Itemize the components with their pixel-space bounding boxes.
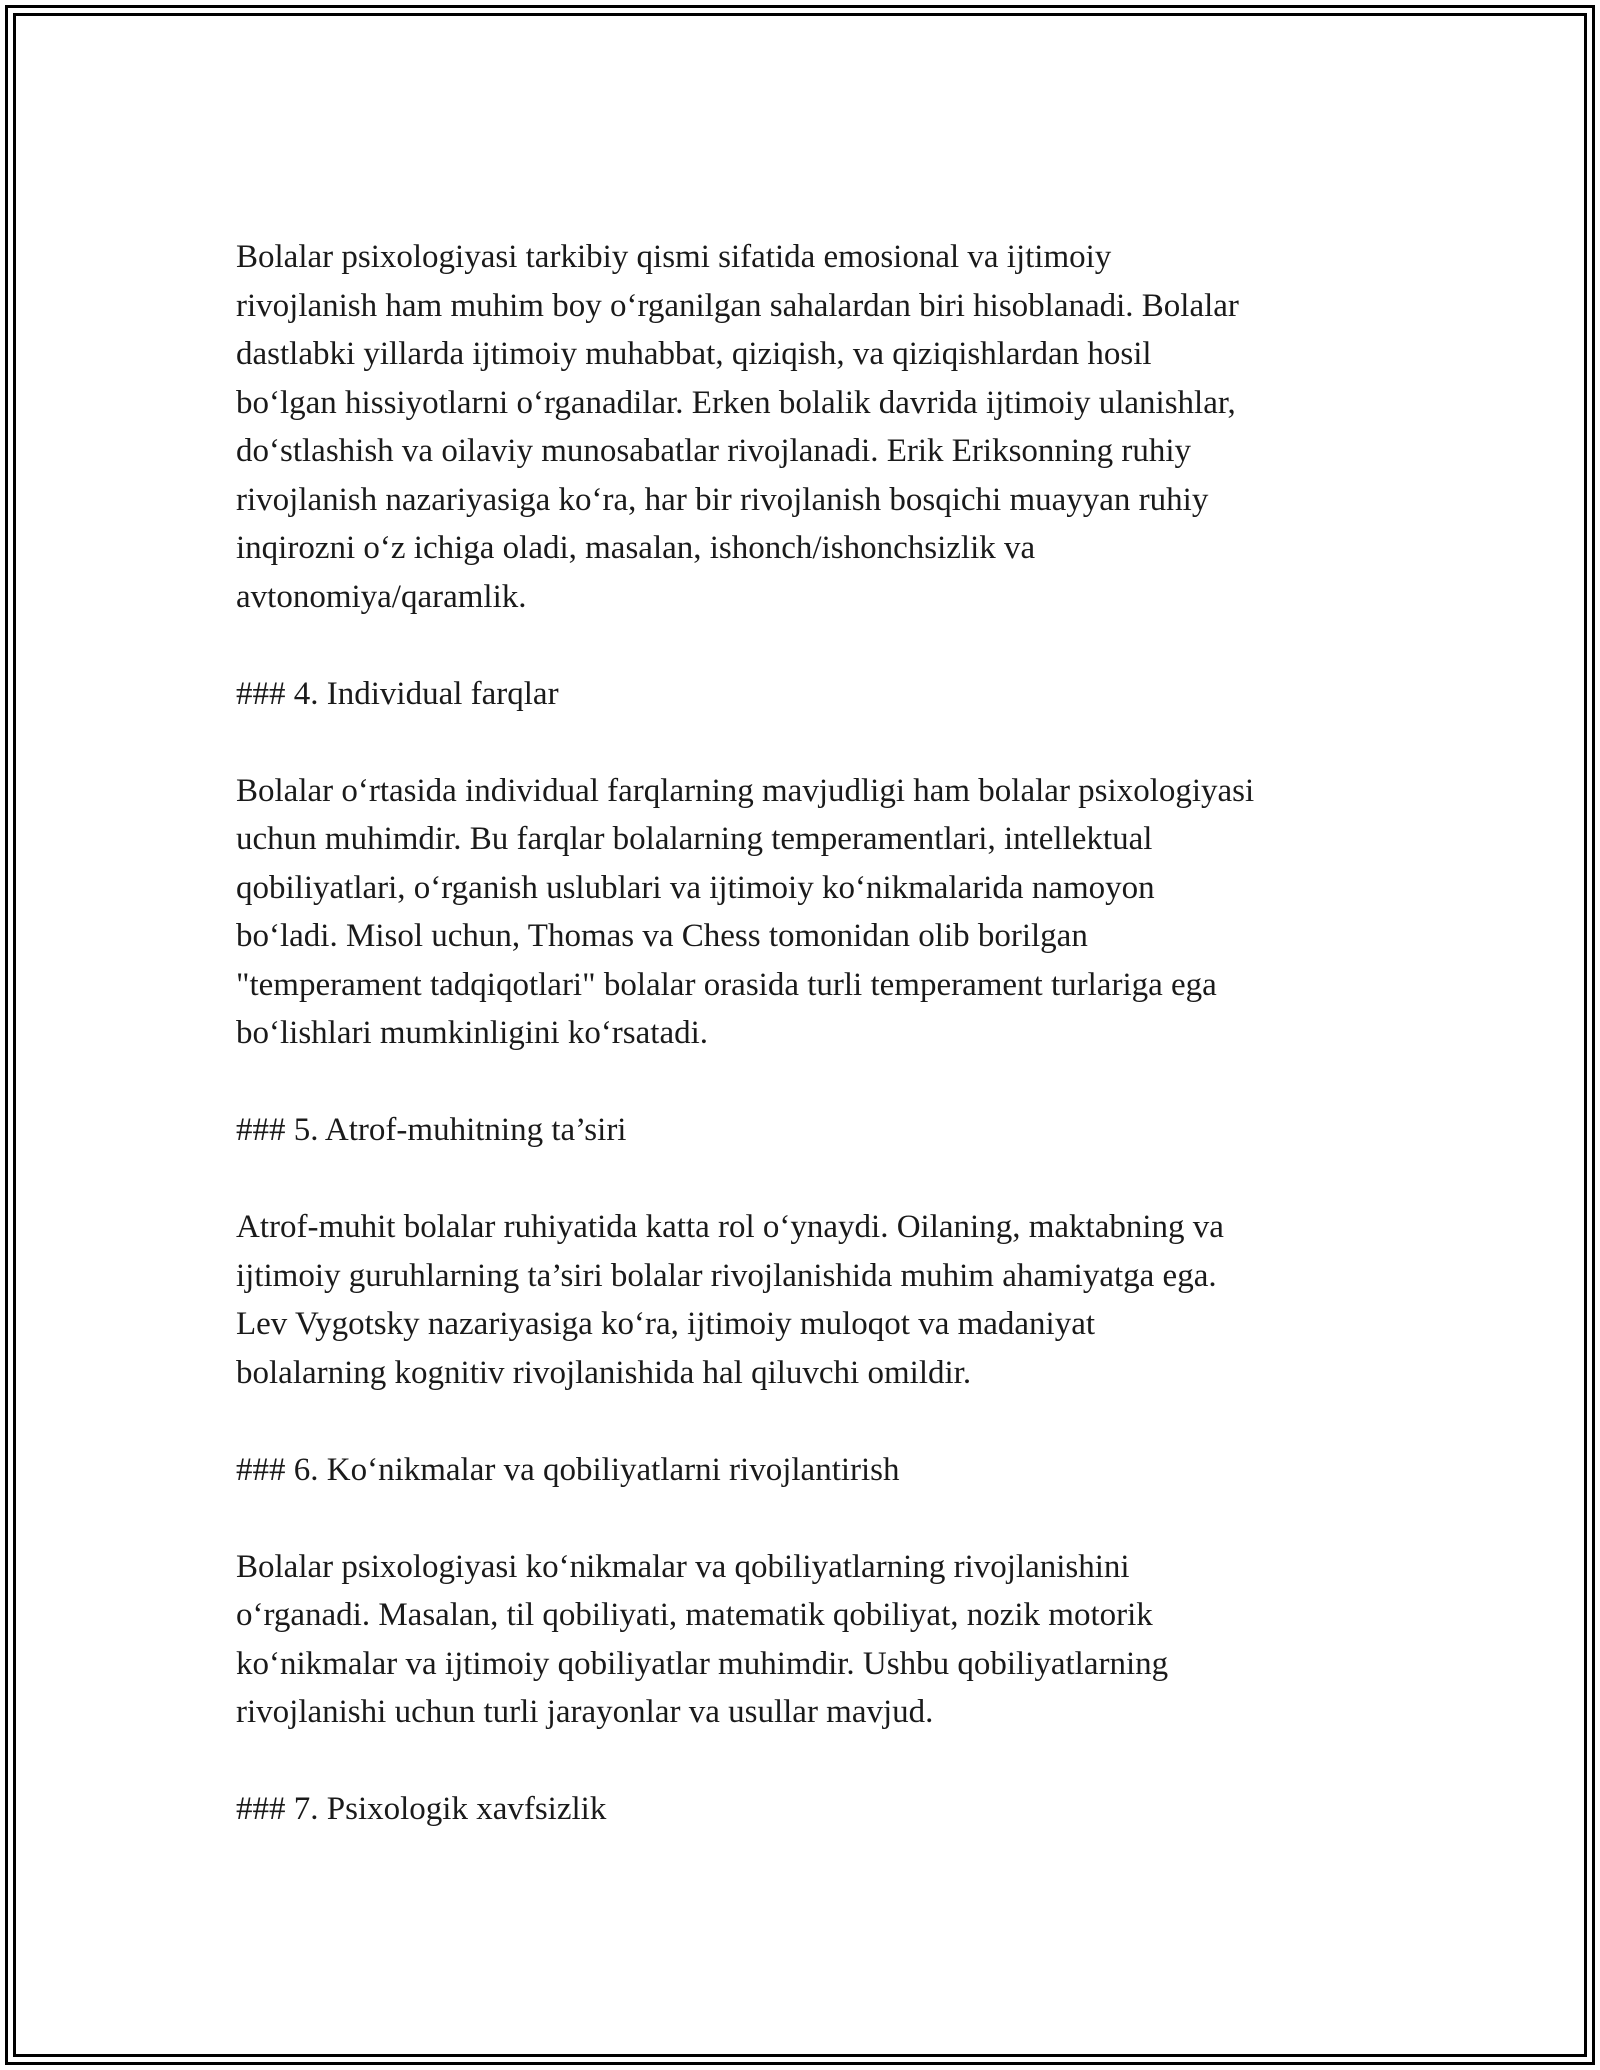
text-line: bolalarning kognitiv rivojlanishida hal qiluvchi omildir. — [236, 1354, 972, 1391]
text-line: dastlabki yillarda ijtimoiy muhabbat, qiziqish, va qiziqishlardan hosil — [236, 336, 1152, 372]
text-line: Bolalar o‘rtasida individual farqlarning mavjudligi ham bolalar psixologiyasi — [236, 772, 1255, 809]
text-line: ijtimoiy guruhlarning ta’siri bolalar rivojlanishida muhim ahamiyatga ega. — [236, 1257, 1217, 1294]
text-line: bo‘lgan hissiyotlarni o‘rganadilar. Erken bolalik davrida ijtimoiy ulanishlar, — [236, 384, 1236, 421]
text-line: Bolalar psixologiyasi tarkibiy qismi sifatida emosional va ijtimoiy — [236, 239, 1112, 275]
heading-individual-differences — [236, 670, 1386, 719]
text-line: o‘rganadi. Masalan, til qobiliyati, matematik qobiliyat, nozik motorik — [236, 1597, 1153, 1633]
section-heading: ### 6. Ko‘nikmalar va qobiliyatlarni rivojlantirish — [236, 1451, 900, 1488]
text-line: "temperament tadqiqotlari" bolalar orasida turli temperament turlariga ega — [236, 966, 1217, 1003]
document-body — [236, 233, 1386, 1882]
text-line: Lev Vygotsky nazariyasiga ko‘ra, ijtimoiy muloqot va madaniyat — [236, 1306, 1096, 1342]
section-heading: ### 4. Individual farqlar — [236, 675, 559, 712]
paragraph-environment — [236, 1203, 1386, 1397]
text-line: qobiliyatlari, o‘rganish uslublari va ijtimoiy ko‘nikmalarida namoyon — [236, 869, 1155, 906]
paragraph-emotional-social — [236, 233, 1386, 621]
text-line: rivojlanishi uchun turli jarayonlar va usullar mavjud. — [236, 1694, 934, 1730]
text-line: do‘stlashish va oilaviy munosabatlar rivojlanadi. Erik Eriksonning ruhiy — [236, 433, 1192, 469]
text-line: rivojlanish nazariyasiga ko‘ra, har bir rivojlanish bosqichi muayyan ruhiy — [236, 481, 1209, 518]
text-line: Atrof-muhit bolalar ruhiyatida katta rol o‘ynaydi. Oilaning, maktabning va — [236, 1209, 1224, 1245]
text-line: avtonomiya/qaramlik. — [236, 578, 527, 615]
heading-skills — [236, 1446, 1386, 1495]
text-line: bo‘ladi. Misol uchun, Thomas va Chess tomonidan olib borilgan — [236, 918, 1088, 954]
paragraph-skills — [236, 1543, 1386, 1737]
text-line: rivojlanish ham muhim boy o‘rganilgan sahalardan biri hisoblanadi. Bolalar — [236, 287, 1239, 324]
text-line: uchun muhimdir. Bu farqlar bolalarning temperamentlari, intellektual — [236, 821, 1153, 857]
heading-environment — [236, 1106, 1386, 1155]
heading-psychological-safety — [236, 1785, 1386, 1834]
section-heading: ### 7. Psixologik xavfsizlik — [236, 1791, 607, 1827]
paragraph-individual-differences — [236, 767, 1386, 1058]
section-heading: ### 5. Atrof-muhitning ta’siri — [236, 1112, 627, 1148]
text-line: Bolalar psixologiyasi ko‘nikmalar va qobiliyatlarning rivojlanishini — [236, 1548, 1130, 1585]
text-line: bo‘lishlari mumkinligini ko‘rsatadi. — [236, 1015, 709, 1051]
text-line: inqirozni o‘z ichiga oladi, masalan, ishonch/ishonchsizlik va — [236, 530, 1036, 566]
text-line: ko‘nikmalar va ijtimoiy qobiliyatlar muhimdir. Ushbu qobiliyatlarning — [236, 1645, 1169, 1682]
